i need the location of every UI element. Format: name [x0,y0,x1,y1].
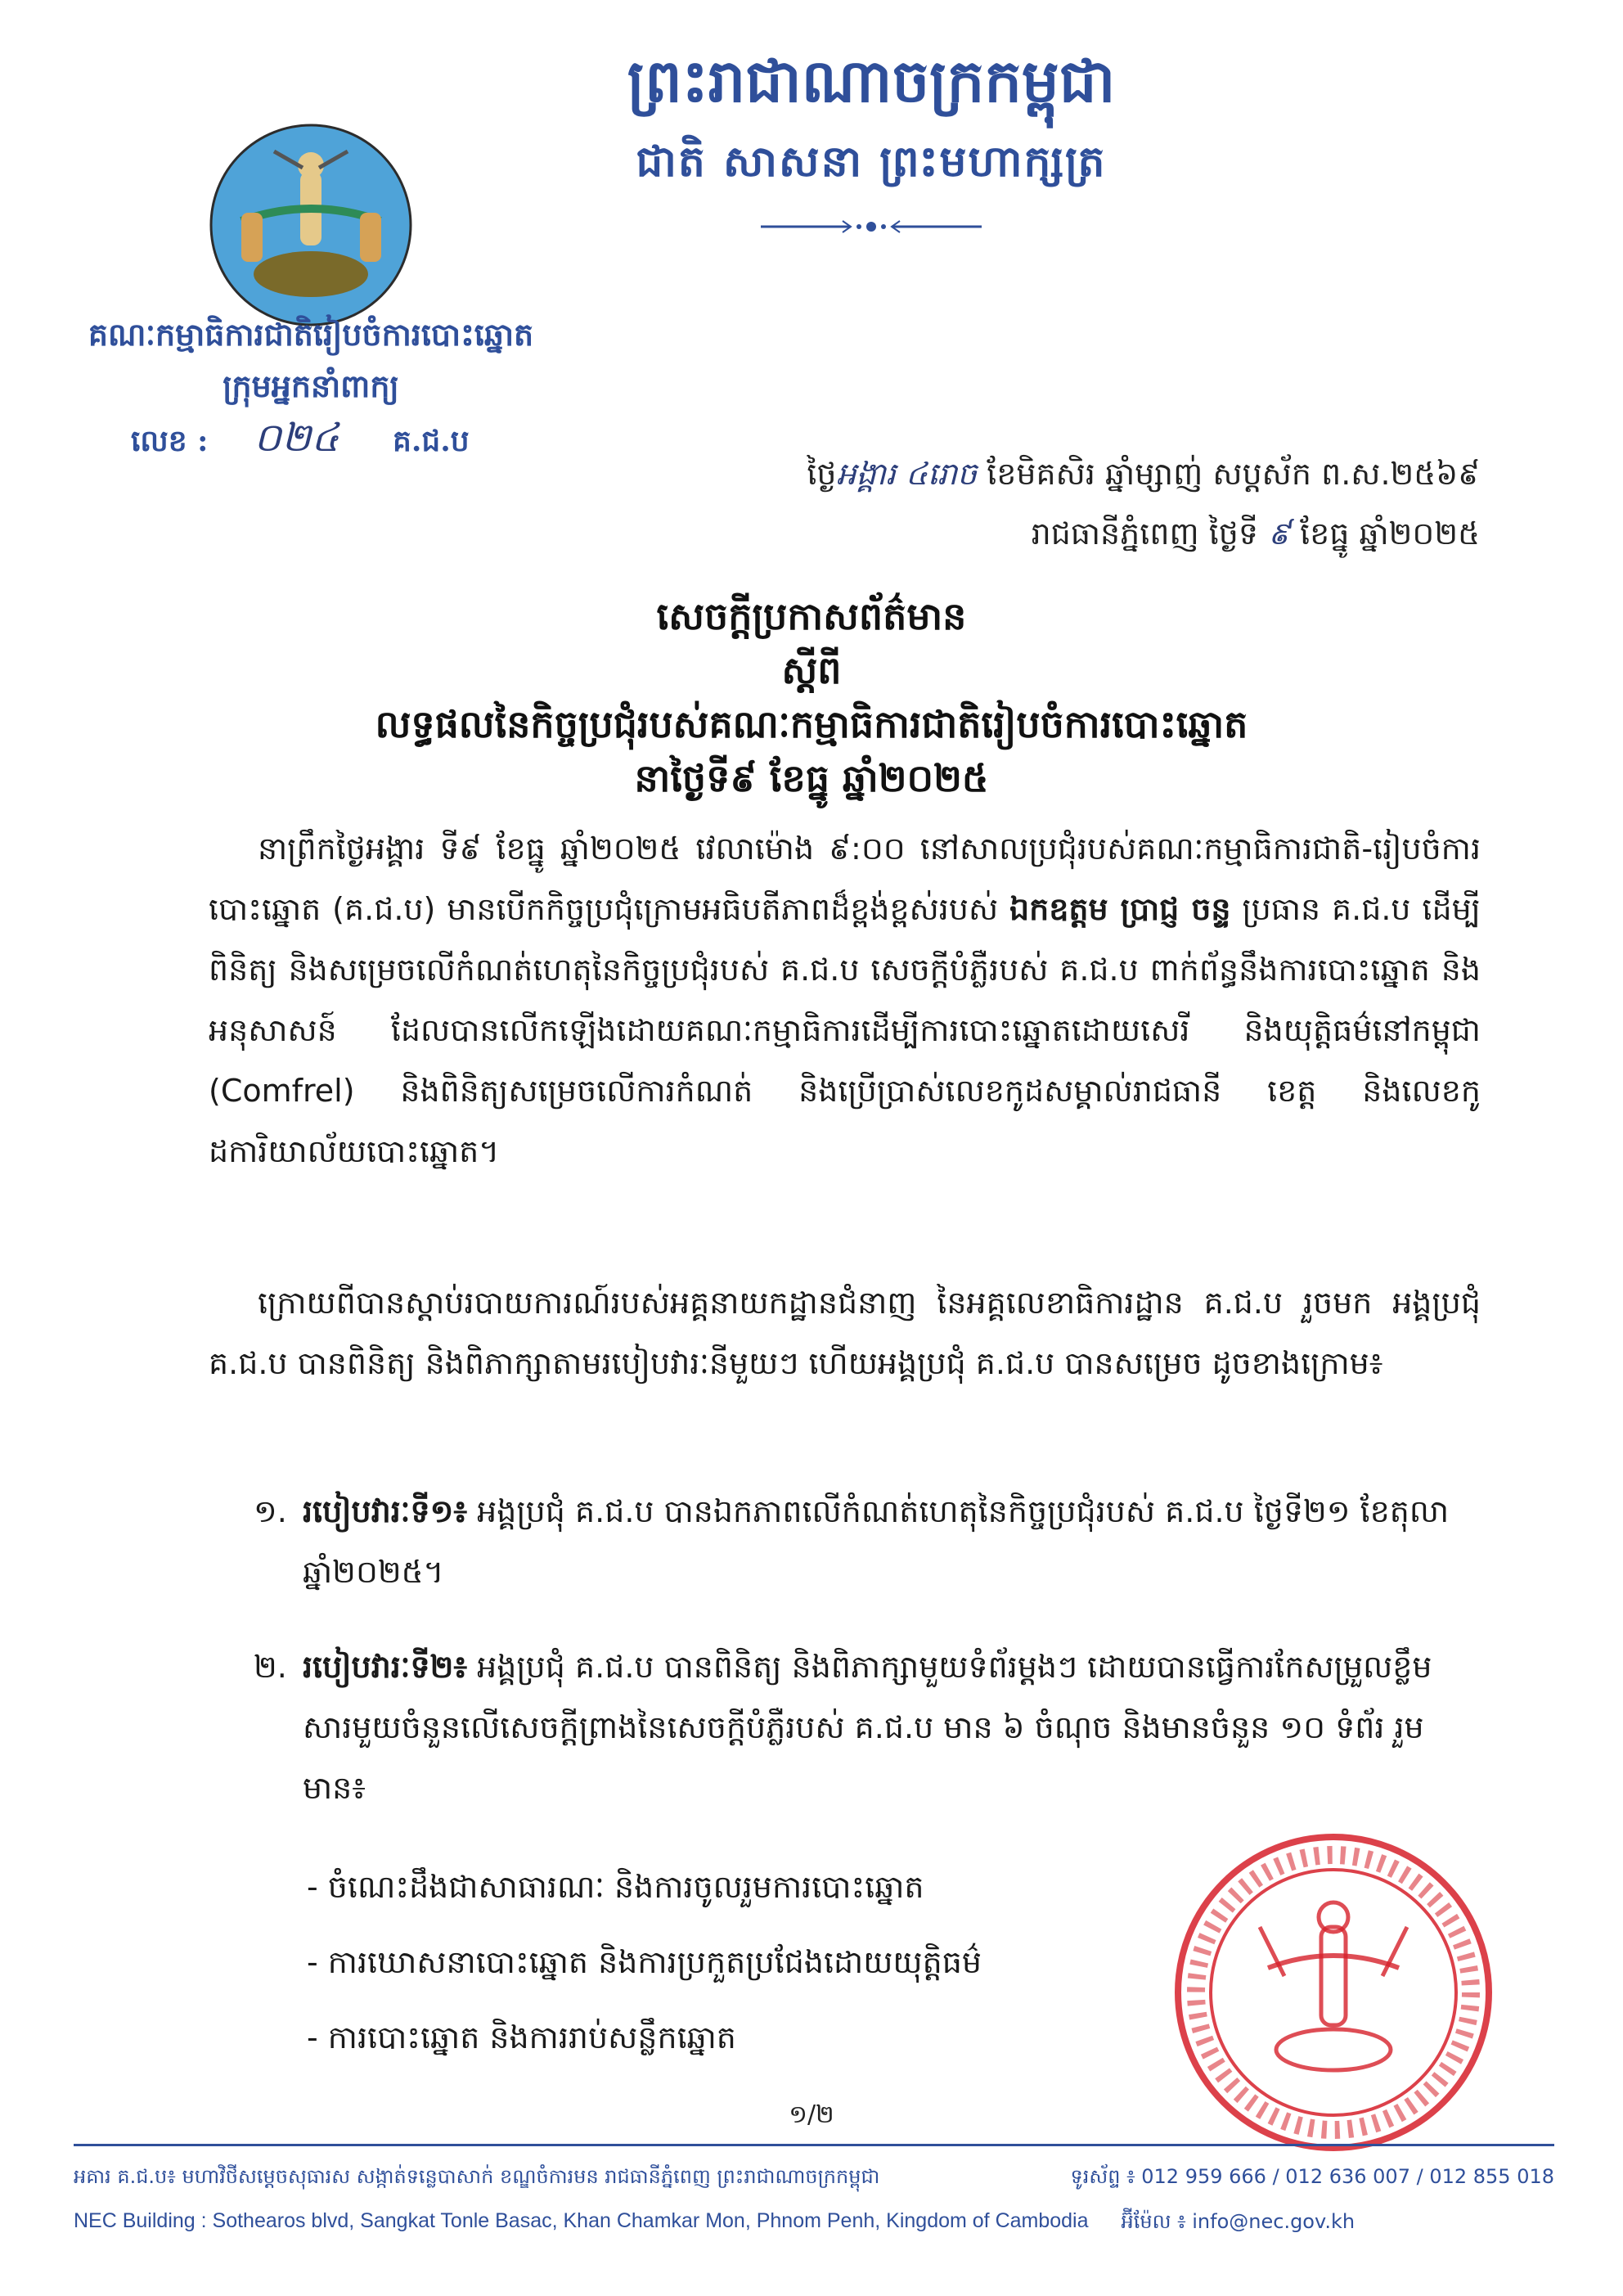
agenda-item-text: អង្គប្រជុំ គ.ជ.ប បានឯកភាពលើកំណត់ហេតុនៃកិច្ចប្រជុំរបស់ គ.ជ.ប ថ្ងៃទី២១ ខែតុលា ឆ្នាំ២០២៥។ [303,1493,1450,1590]
lunar-date-prefix: ថ្ងៃ [807,456,837,492]
agenda-item-2 [254,1636,1481,1818]
footer-line-2 [74,2209,1554,2238]
agenda-item-number: ១. [254,1493,287,1529]
agenda-item-heading: របៀបវារៈទី១៖ [303,1492,468,1529]
kingdom-motto: ជាតិ សាសនា ព្រះមហាក្សត្រ [636,137,1107,187]
footer-address-km: អគារ គ.ជ.ប៖ មហាវិថីសម្តេចសុធារស សង្កាត់ទន្លេបាសាក់ ខណ្ឌចំការមន រាជធានីភ្នំពេញ ព្រះរាជាណាចក្រកម្ពុជា [74,2165,880,2188]
solar-date-prefix: រាជធានីភ្នំពេញ ថ្ងៃទី [1031,515,1269,551]
solar-date [1032,514,1480,560]
title-line-4: នាថ្ងៃទី៩ ខែធ្នូ ឆ្នាំ២០២៥ [634,756,989,800]
lunar-date [807,454,1480,500]
official-seal [1170,1829,1497,2156]
title-line-1: សេចក្តីប្រកាសព័ត៌មាន [656,594,967,638]
footer-phone: ទូរស័ព្ទ ៖ 012 959 666 / 012 636 007 / 012 855 018 [1070,2165,1554,2188]
kingdom-title: ព្រះរាជាណាចក្រកម្ពុជា [627,46,1116,115]
footer-email[interactable]: អ៊ីម៉ែល ៖ info@nec.gov.kh [1121,2210,1355,2233]
paragraph-1-part-2: ប្រធាន គ.ជ.ប ដើម្បីពិនិត្យ និងសម្រេចលើកំណត់ហេតុនៃកិច្ចប្រជុំរបស់ គ.ជ.ប សេចក្តីបំភ្លឺរបស់ គ.ជ.ប ពាក់ព័ន្ធនឹងការបោះឆ្នោត និងអនុសាសន៍ ដែលបានលើកឡើងដោយគណៈកម្មាធិការដើម្បីការបោះឆ្នោតដោយសេរី និងយុត្តិធម៌នៅកម្ពុជា (Comfrel) និងពិនិត្យសម្រេចលើការកំណត់ និងប្រើប្រាស់លេខកូដសម្គាល់រាជធានី ខេត្ត និងលេខកូដការិយាល័យបោះឆ្នោត។ [209,891,1481,1169]
paragraph-2: ក្រោយពីបានស្តាប់របាយការណ៍របស់អគ្គនាយកដ្ឋានជំនាញ នៃអគ្គលេខាធិការដ្ឋាន គ.ជ.ប រួចមក អង្គប្រជុំ គ.ជ.ប បានពិនិត្យ និងពិភាក្សាតាមរបៀបវារៈនីមួយៗ ហើយអង្គប្រជុំ គ.ជ.ប បានសម្រេច ដូចខាងក្រោម៖ [209,1285,1481,1381]
list-item: - ចំណេះដឹងជាសាធារណៈ និងការចូលរួមការបោះឆ្នោត [307,1869,924,1905]
solar-date-handwritten: ៩ [1268,515,1291,551]
title-line-2: ស្តីពី [781,648,842,692]
decorative-divider-icon [761,214,982,239]
lunar-date-rest: ខែមិគសិរ ឆ្នាំម្សាញ់ សប្តស័ក ព.ស.២៥៦៩ [977,456,1480,492]
nec-emblem-icon [209,123,413,327]
reference-number: ០២៤ [254,415,339,461]
paragraph-1-part-1: នាព្រឹកថ្ងៃអង្គារ ទី៩ ខែធ្នូ ឆ្នាំ២០២៥ វេលាម៉ោង ៩:០០ នៅសាលប្រជុំរបស់គណៈកម្មាធិការជាតិ-រៀបចំការបោះឆ្នោត (គ.ជ.ប) មានបើកកិច្ចប្រជុំក្រោមអធិបតីភាពដ៏ខ្ពង់ខ្ពស់របស់ [209,831,1481,927]
title-line-3: លទ្ធផលនៃកិច្ចប្រជុំរបស់គណៈកម្មាធិការជាតិរៀបចំការបោះឆ្នោត [375,702,1248,746]
agenda-item-heading: របៀបវារៈទី២៖ [303,1648,468,1685]
agenda-item-number: ២. [254,1649,287,1685]
official-seal-icon [1170,1829,1497,2156]
list-item: - ការឃោសនាបោះឆ្នោត និងការប្រកួតប្រជែងដោយយុត្តិធម៌ [307,1944,982,1980]
reference-suffix: គ.ជ.ប [393,424,470,458]
organization-name: គណៈកម្មាធិការជាតិរៀបចំការបោះឆ្នោត [88,316,534,353]
chairman-name: ឯកឧត្តម ប្រាជ្ញ ចន្ទ [1009,890,1231,927]
lunar-date-handwritten: អង្គារ ៤រោច [836,456,978,492]
paragraph-1 [209,818,1481,1182]
agenda-item-text: អង្គប្រជុំ គ.ជ.ប បានពិនិត្យ និងពិភាក្សាមួយទំព័រម្តងៗ ដោយបានធ្វើការកែសម្រួលខ្លឹមសារមួយចំនួនលើសេចក្តីព្រាងនៃសេចក្តីបំភ្លឺរបស់ គ.ជ.ប មាន ៦ ចំណុច និងមានចំនួន ១០ ទំព័រ រួមមាន៖ [303,1649,1432,1806]
nec-emblem-logo [209,123,413,327]
footer-address-en: NEC Building : Sothearos blvd, Sangkat Tonle Basac, Khan Chamkar Mon, Phnom Penh, Kingdom of Cambodia [74,2209,1089,2232]
list-item: - ការបោះឆ្នោត និងការរាប់សន្លឹកឆ្នោត [307,2019,736,2055]
department-name: ក្រុមអ្នកនាំពាក្យ [223,367,399,404]
reference-number-row [131,413,470,462]
document-title [164,589,1459,805]
agenda-item-1 [254,1481,1481,1602]
solar-date-rest: ខែធ្នូ ឆ្នាំ២០២៥ [1290,515,1480,551]
bullet-list [307,1849,982,2075]
footer-line-1 [74,2164,1554,2193]
reference-label: លេខ : [131,424,209,458]
page-number: ១/២ [789,2100,834,2129]
footer-divider [74,2144,1554,2146]
